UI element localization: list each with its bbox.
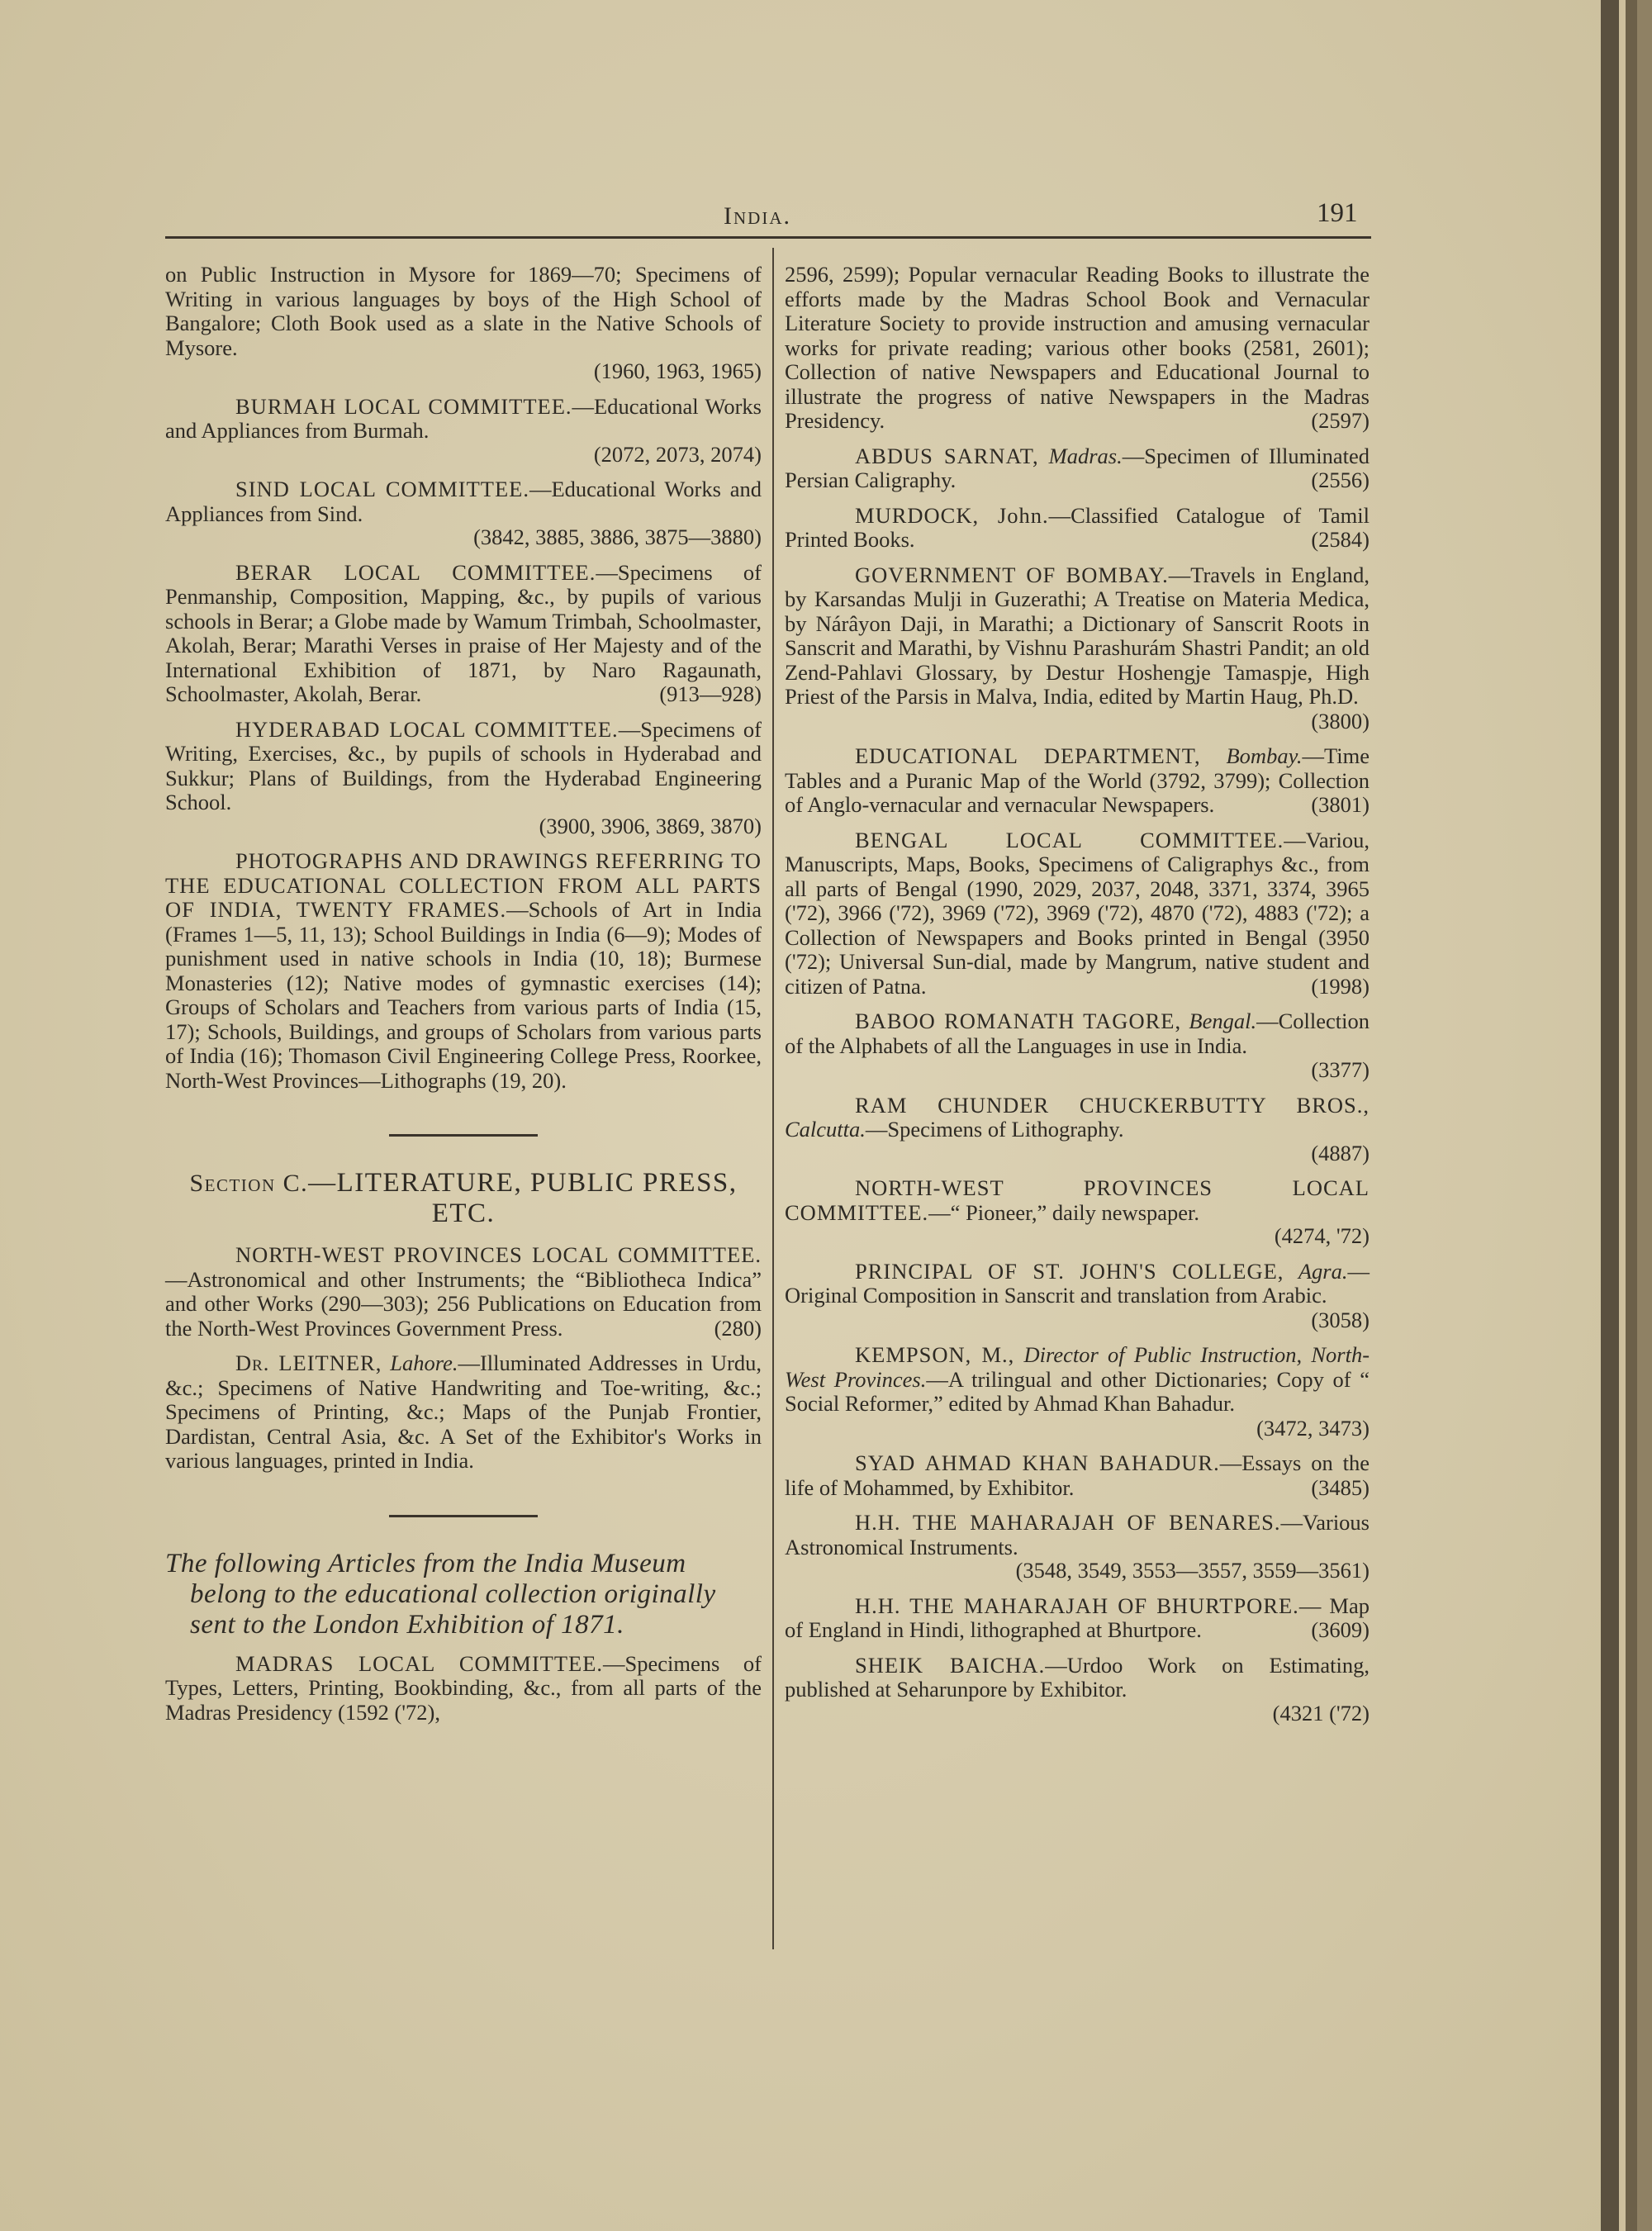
entry-numbers: (3548, 3549, 3553—3557, 3559—3561) [1015, 1558, 1370, 1583]
entry-numbers: (913—928) [659, 681, 762, 706]
entry-burmah: BURMAH LOCAL COMMITTEE.—Educational Works and Appliances from Burmah. (2072, 2073, 2074) [165, 393, 762, 467]
entry-berar: BERAR LOCAL COMMITTEE.—Specimens of Penmanship, Composition, Mapping, &c., by pupils of various schools in Berar; a Globe made by Wamum Trimbah, Schoolmaster, Akolah, Berar; Marathi Verses in praise of Her Majesty and of the International Exhibition of 1871, by Naro Ragaunath, Schoolmaster, Akolah, Berar. (913—928) [165, 559, 762, 706]
entry-madras: MADRAS LOCAL COMMITTEE.—Specimens of Types, Letters, Printing, Bookbinding, &c., from all parts of the Madras Presidency (1592 ('72), [165, 1650, 762, 1725]
entry-madras-cont: 2596, 2599); Popular vernacular Reading Books to illustrate the efforts made by the Madras School Book and Vernacular Literature Society to provide instruction and amusing vernacular works for private reading; various other books (2581, 2601); Collection of native Newspapers and Educational Journal to illustrate the progress of native Newspapers in the Madras Presidency. (2597) [785, 262, 1370, 433]
entry-bombay-gov: GOVERNMENT OF BOMBAY.—Travels in England, by Karsandas Mulji in Guzerathi; A Treatise on Materia Medica, by Nárâyon Daji, in Marathi; a Dictionary of Sanscrit Roots in Sanscrit and Marathi, by Vishnu Parashurám Shastri Pandit; an old Zend-Pahlavi Glossary, by Destur Hoshengje Tamaspje, High Priest of the Parsis in Malva, India, edited by Martin Haug, Ph.D. (3800) [785, 562, 1370, 733]
section-separator [389, 1134, 538, 1137]
entry-numbers: (3800) [1311, 708, 1370, 733]
section-heading: Section C.—LITERATURE, PUBLIC PRESS, ETC. [189, 1168, 738, 1228]
entry-hyderabad: HYDERABAD LOCAL COMMITTEE.—Specimens of Writing, Exercises, &c., by pupils of schools in Hyderabad and Sukkur; Plans of Buildings, from the Hyderabad Engineering School. (3900, 3906, 3869, 3870) [165, 716, 762, 838]
page-edge-shadow-2 [1626, 0, 1637, 2231]
entry-numbers: (3058) [1311, 1307, 1370, 1332]
entry-numbers: (2072, 2073, 2074) [593, 441, 762, 467]
entry-murdock: MURDOCK, John.—Classified Catalogue of Tamil Printed Books. (2584) [785, 502, 1370, 552]
museum-note: The following Articles from the India Museum belong to the educational collection originally sent to the London Exhibition of 1871. [165, 1548, 716, 1640]
entry-abdus: ABDUS SARNAT, Madras.—Specimen of Illuminated Persian Caligraphy. (2556) [785, 443, 1370, 492]
entry-sheik: SHEIK BAICHA.—Urdoo Work on Estimating, published at Seharunpore by Exhibitor. (4321 ('72) [785, 1652, 1370, 1725]
header-rule [165, 236, 1371, 239]
section-separator-2 [389, 1515, 538, 1517]
left-column [165, 263, 762, 1735]
entry-numbers: (4321 ('72) [1272, 1700, 1370, 1725]
entry-numbers: (280) [714, 1315, 762, 1341]
entry-numbers: (2584) [1311, 527, 1370, 552]
entry-edu-bombay: EDUCATIONAL DEPARTMENT, Bombay.—Time Tables and a Puranic Map of the World (3792, 3799); Collection of Anglo-vernacular and vernacular Newspapers. (3801) [785, 743, 1370, 817]
entry-numbers: (3472, 3473) [1256, 1415, 1370, 1441]
entry-bengal: BENGAL LOCAL COMMITTEE.—Variou, Manuscripts, Maps, Books, Specimens of Caligraphys &c., from all parts of Bengal (1990, 2029, 2037, 2048, 3371, 3374, 3965 ('72), 3966 ('72), 3969 ('72), 3969 ('72), 4870 ('72), 4883 ('72); a Collection of Newspapers and Books printed in Bengal (3950 ('72); Universal Sun-dial, made by Mangrum, native student and citizen of Patna. (1998) [785, 827, 1370, 999]
entry-mysore: on Public Instruction in Mysore for 1869—70; Specimens of Writing in various languages by boys of the High School of Bangalore; Cloth Book used as a slate in the Native Schools of Mysore. (1960, 1963, 1965) [165, 262, 762, 383]
entry-numbers: (2556) [1311, 468, 1370, 492]
entry-nwp-local: NORTH-WEST PROVINCES LOCAL COMMITTEE.—Astronomical and other Instruments; the “Bibliotheca Indica” and other Works (290—303); 256 Publications on Education from the North-West Provinces Government Press. (280) [165, 1242, 762, 1341]
entry-sind: SIND LOCAL COMMITTEE.—Educational Works and Appliances from Sind. (3842, 3885, 3886, 3875—3880) [165, 477, 762, 549]
entry-numbers: (3801) [1311, 792, 1370, 817]
entry-numbers: (2597) [1311, 408, 1370, 433]
entry-numbers: (1998) [1311, 973, 1370, 999]
entry-kempson: KEMPSON, M., Director of Public Instruction, North-West Provinces.—A trilingual and other Dictionaries; Copy of “ Social Reformer,” edited by Ahmad Khan Bahadur. (3472, 3473) [785, 1342, 1370, 1441]
book-cover-edge [1637, 0, 1652, 2231]
entry-syad: SYAD AHMAD KHAN BAHADUR.—Essays on the life of Mohammed, by Exhibitor. (3485) [785, 1450, 1370, 1500]
entry-tagore: BABOO ROMANATH TAGORE, Bengal.—Collection of the Alphabets of all the Languages in use in India. (3377) [785, 1009, 1370, 1082]
entry-numbers: (3377) [1311, 1057, 1370, 1082]
column-divider [772, 248, 774, 1949]
entry-st-johns: PRINCIPAL OF ST. JOHN'S COLLEGE, Agra.—Original Composition in Sanscrit and translation from Arabic. (3058) [785, 1258, 1370, 1332]
entry-benares: H.H. THE MAHARAJAH OF BENARES.—Various Astronomical Instruments. (3548, 3549, 3553—3557, 3559—3561) [785, 1510, 1370, 1583]
running-header-title: India. [724, 202, 791, 230]
entry-numbers: (3485) [1311, 1474, 1370, 1500]
page-edge-shadow [1601, 0, 1619, 2231]
entry-numbers: (3842, 3885, 3886, 3875—3880) [473, 525, 762, 549]
entry-nwp-pioneer: NORTH-WEST PROVINCES LOCAL COMMITTEE.—“ Pioneer,” daily newspaper. (4274, '72) [785, 1175, 1370, 1248]
page-number: 191 [1317, 198, 1358, 228]
entry-bhurtpore: H.H. THE MAHARAJAH OF BHURTPORE.— Map of England in Hindi, lithographed at Bhurtpore. (3609) [785, 1593, 1370, 1642]
entry-numbers: (4274, '72) [1274, 1223, 1370, 1248]
entry-numbers: (1960, 1963, 1965) [593, 358, 762, 383]
entry-numbers: (4887) [1311, 1140, 1370, 1165]
entry-ram: RAM CHUNDER CHUCKERBUTTY BROS., Calcutta.—Specimens of Lithography. (4887) [785, 1092, 1370, 1165]
right-column [785, 263, 1370, 1736]
entry-photographs: PHOTOGRAPHS AND DRAWINGS REFERRING TO THE EDUCATIONAL COLLECTION FROM ALL PARTS OF INDIA, TWENTY FRAMES.—Schools of Art in India (Frames 1—5, 11, 13); School Buildings in India (6—9); Modes of punishment used in native schools in India (10, 18); Burmese Monasteries (12); Native modes of gymnastic exercises (14); Groups of Scholars and Teachers from various parts of India (15, 17); Schools, Buildings, and groups of Scholars from various parts of India (16); Thomason Civil Engineering College Press, Roorkee, North-West Provinces—Lithographs (19, 20). [165, 848, 762, 1093]
entry-numbers: (3609) [1311, 1617, 1370, 1642]
entry-numbers: (3900, 3906, 3869, 3870) [539, 813, 762, 838]
entry-leitner: Dr. LEITNER, Lahore.—Illuminated Addresses in Urdu, &c.; Specimens of Native Handwriting and Toe-writing, &c.; Specimens of Printing, &c.; Maps of the Punjab Frontier, Dardistan, Central Asia, &c. A Set of the Exhibitor's Works in various languages, printed in India. [165, 1350, 762, 1473]
page-edge-leaf [1619, 0, 1626, 2231]
